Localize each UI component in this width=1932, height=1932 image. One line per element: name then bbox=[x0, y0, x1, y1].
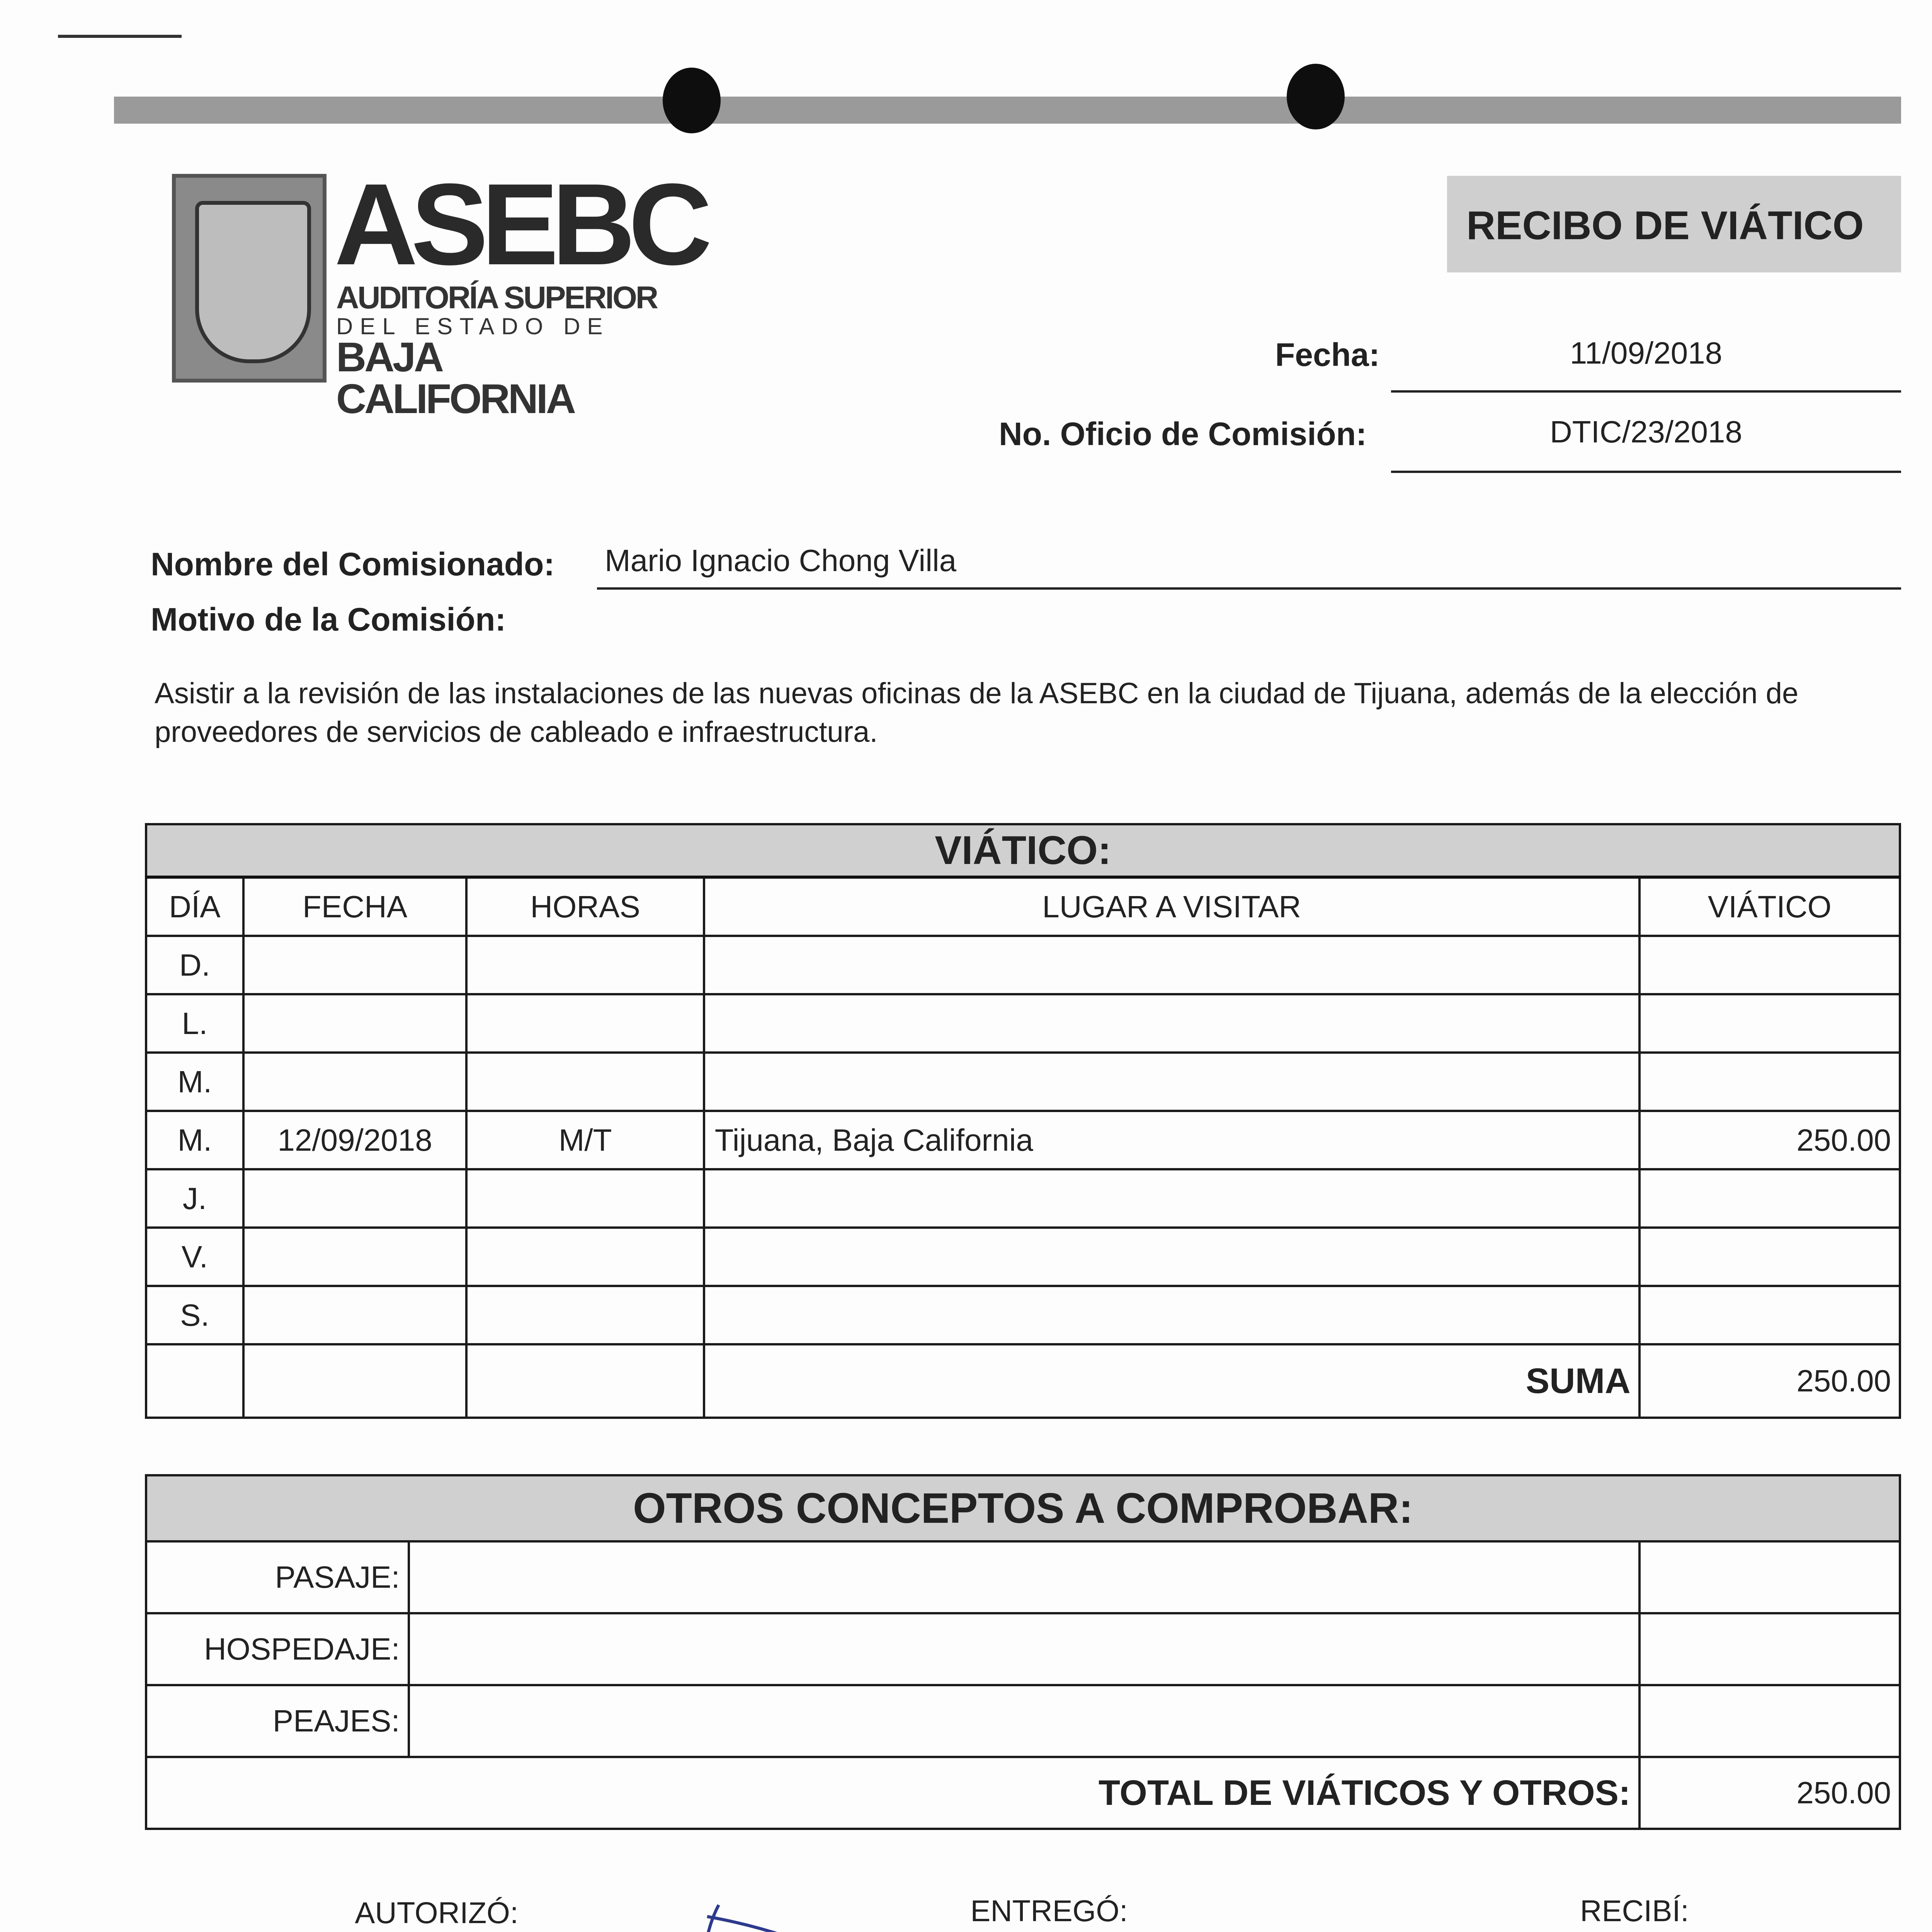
hospedaje-value bbox=[1639, 1613, 1900, 1685]
cell-viatico bbox=[1639, 1169, 1900, 1228]
peajes-value bbox=[1639, 1685, 1900, 1757]
table-row bbox=[146, 1169, 1900, 1228]
cell-viatico bbox=[1639, 1053, 1900, 1111]
cell-dia: L. bbox=[146, 994, 243, 1053]
punch-hole bbox=[1287, 64, 1345, 129]
col-dia: DÍA bbox=[146, 877, 243, 936]
cell-dia: M. bbox=[146, 1053, 243, 1111]
table-row bbox=[146, 1053, 1900, 1111]
cell-dia: J. bbox=[146, 1169, 243, 1228]
autorizo-label: AUTORIZÓ: bbox=[355, 1896, 519, 1930]
table-row bbox=[146, 1286, 1900, 1344]
total-value: 250.00 bbox=[1639, 1757, 1900, 1829]
cell-lugar bbox=[704, 1169, 1639, 1228]
cell-fecha bbox=[243, 1228, 467, 1286]
cell-horas bbox=[466, 994, 704, 1053]
otros-table bbox=[145, 1474, 1901, 1830]
table-row bbox=[146, 1613, 1900, 1685]
nombre-label: Nombre del Comisionado: bbox=[151, 546, 555, 582]
cell-fecha: 12/09/2018 bbox=[243, 1111, 467, 1169]
cell-viatico: 250.00 bbox=[1639, 1111, 1900, 1169]
motivo-label: Motivo de la Comisión: bbox=[151, 601, 506, 638]
punch-strip bbox=[114, 97, 1901, 124]
viatico-title: VIÁTICO: bbox=[146, 824, 1900, 877]
cell-dia: V. bbox=[146, 1228, 243, 1286]
suma-row bbox=[146, 1344, 1900, 1418]
oficio-value: DTIC/23/2018 bbox=[1549, 415, 1743, 449]
cell-viatico bbox=[1639, 994, 1900, 1053]
cell-viatico bbox=[1639, 1228, 1900, 1286]
table-row bbox=[146, 1228, 1900, 1286]
logo-line3: BAJA CALIFORNIA bbox=[336, 333, 574, 422]
scan-mark bbox=[58, 35, 182, 38]
cell-horas bbox=[466, 1053, 704, 1111]
table-row bbox=[146, 1685, 1900, 1757]
viatico-table bbox=[145, 823, 1901, 1419]
logo-line2: DEL ESTADO DE bbox=[336, 313, 610, 339]
col-fecha: FECHA bbox=[243, 877, 467, 936]
hospedaje-label: HOSPEDAJE: bbox=[146, 1613, 409, 1685]
cell-lugar bbox=[704, 994, 1639, 1053]
col-lugar: LUGAR A VISITAR bbox=[704, 877, 1639, 936]
cell-dia: D. bbox=[146, 936, 243, 994]
page-title: RECIBO DE VIÁTICO bbox=[1466, 203, 1864, 248]
suma-label: SUMA bbox=[704, 1344, 1639, 1418]
col-horas: HORAS bbox=[466, 877, 704, 936]
cell-viatico bbox=[1639, 936, 1900, 994]
cell-viatico bbox=[1639, 1286, 1900, 1344]
fecha-value: 11/09/2018 bbox=[1570, 336, 1723, 370]
pasaje-label: PASAJE: bbox=[146, 1541, 409, 1613]
nombre-underline bbox=[597, 587, 1901, 590]
table-row bbox=[146, 1111, 1900, 1169]
otros-title: OTROS CONCEPTOS A COMPROBAR: bbox=[146, 1475, 1900, 1541]
peajes-label: PEAJES: bbox=[146, 1685, 409, 1757]
cell-fecha bbox=[243, 994, 467, 1053]
asebc-logo bbox=[172, 159, 706, 422]
cell-horas: M/T bbox=[466, 1111, 704, 1169]
signature-entrego bbox=[684, 1893, 1321, 1932]
cell-dia: M. bbox=[146, 1111, 243, 1169]
pasaje-value bbox=[1639, 1541, 1900, 1613]
cell-lugar bbox=[704, 1228, 1639, 1286]
cell-dia: S. bbox=[146, 1286, 243, 1344]
table-row bbox=[146, 1541, 1900, 1613]
oficio-label: No. Oficio de Comisión: bbox=[999, 416, 1367, 452]
nombre-value: Mario Ignacio Chong Villa bbox=[605, 543, 957, 578]
cell-lugar: Tijuana, Baja California bbox=[704, 1111, 1639, 1169]
cell-horas bbox=[466, 1228, 704, 1286]
cell-fecha bbox=[243, 1169, 467, 1228]
cell-horas bbox=[466, 936, 704, 994]
cell-horas bbox=[466, 1169, 704, 1228]
oficio-underline bbox=[1391, 471, 1901, 473]
total-row bbox=[146, 1757, 1900, 1829]
cell-lugar bbox=[704, 1286, 1639, 1344]
logo-line1: AUDITORÍA SUPERIOR bbox=[336, 280, 657, 315]
total-label: TOTAL DE VIÁTICOS Y OTROS: bbox=[146, 1757, 1639, 1829]
punch-hole bbox=[663, 68, 721, 133]
cell-lugar bbox=[704, 936, 1639, 994]
cell-fecha bbox=[243, 1286, 467, 1344]
suma-value: 250.00 bbox=[1639, 1344, 1900, 1418]
fecha-label: Fecha: bbox=[1275, 337, 1380, 373]
table-row bbox=[146, 936, 1900, 994]
cell-fecha bbox=[243, 936, 467, 994]
logo-acronym: ASEBC bbox=[334, 159, 706, 289]
recibi-label: RECIBÍ: bbox=[1580, 1894, 1689, 1928]
col-viatico: VIÁTICO bbox=[1639, 877, 1900, 936]
cell-fecha bbox=[243, 1053, 467, 1111]
table-header-row bbox=[146, 877, 1900, 936]
motivo-text: Asistir a la revisión de las instalaciones de las nuevas oficinas de la ASEBC en la ciudad de Tijuana, además de la elección de proveedores de servicios de cableado e infraestructura. bbox=[155, 677, 1799, 748]
shield-icon bbox=[172, 174, 327, 383]
entrego-label: ENTREGÓ: bbox=[970, 1894, 1128, 1928]
cell-horas bbox=[466, 1286, 704, 1344]
fecha-underline bbox=[1391, 390, 1901, 393]
table-row bbox=[146, 994, 1900, 1053]
cell-lugar bbox=[704, 1053, 1639, 1111]
